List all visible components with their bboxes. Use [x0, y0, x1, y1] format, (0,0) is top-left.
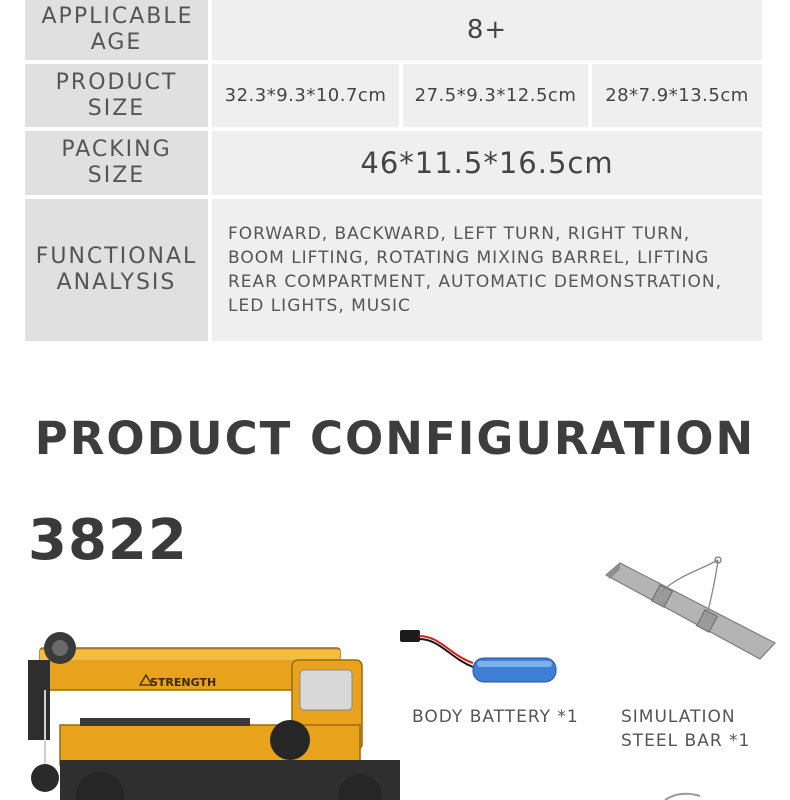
section-heading: PRODUCT CONFIGURATION	[34, 412, 756, 465]
battery-icon	[395, 625, 565, 690]
label-product-size: PRODUCT SIZE	[25, 64, 208, 127]
value-packing-size: 46*11.5*16.5cm	[212, 131, 762, 195]
row-product-size	[25, 64, 762, 127]
steel-bar-label: SIMULATION STEEL BAR *1	[621, 707, 751, 751]
crane-truck-icon	[0, 600, 400, 800]
value-product-size-2: 27.5*9.3*12.5cm	[403, 64, 588, 127]
label-applicable-age: APPLICABLE AGE	[25, 0, 208, 60]
model-number: 3822	[28, 508, 188, 573]
label-functional-analysis: FUNCTIONAL ANALYSIS	[25, 199, 208, 341]
battery-label: BODY BATTERY *1	[412, 707, 579, 727]
crane-brand-label: STRENGTH	[150, 676, 217, 689]
steel-bar-icon	[600, 555, 780, 675]
row-functional-analysis	[25, 199, 762, 341]
accessory-partial-icon	[660, 790, 720, 800]
value-applicable-age: 8+	[212, 0, 762, 60]
row-applicable-age	[25, 0, 762, 60]
label-packing-size: PACKING SIZE	[25, 131, 208, 195]
value-product-size-1: 32.3*9.3*10.7cm	[212, 64, 399, 127]
row-packing-size	[25, 131, 762, 195]
value-functional-analysis: FORWARD, BACKWARD, LEFT TURN, RIGHT TURN, BOOM LIFTING, ROTATING MIXING BARREL, LIFTING REAR COMPARTMENT, AUTOMATIC DEMONSTRATION, LED LIGHTS, MUSIC	[212, 199, 762, 341]
value-product-size-3: 28*7.9*13.5cm	[592, 64, 762, 127]
